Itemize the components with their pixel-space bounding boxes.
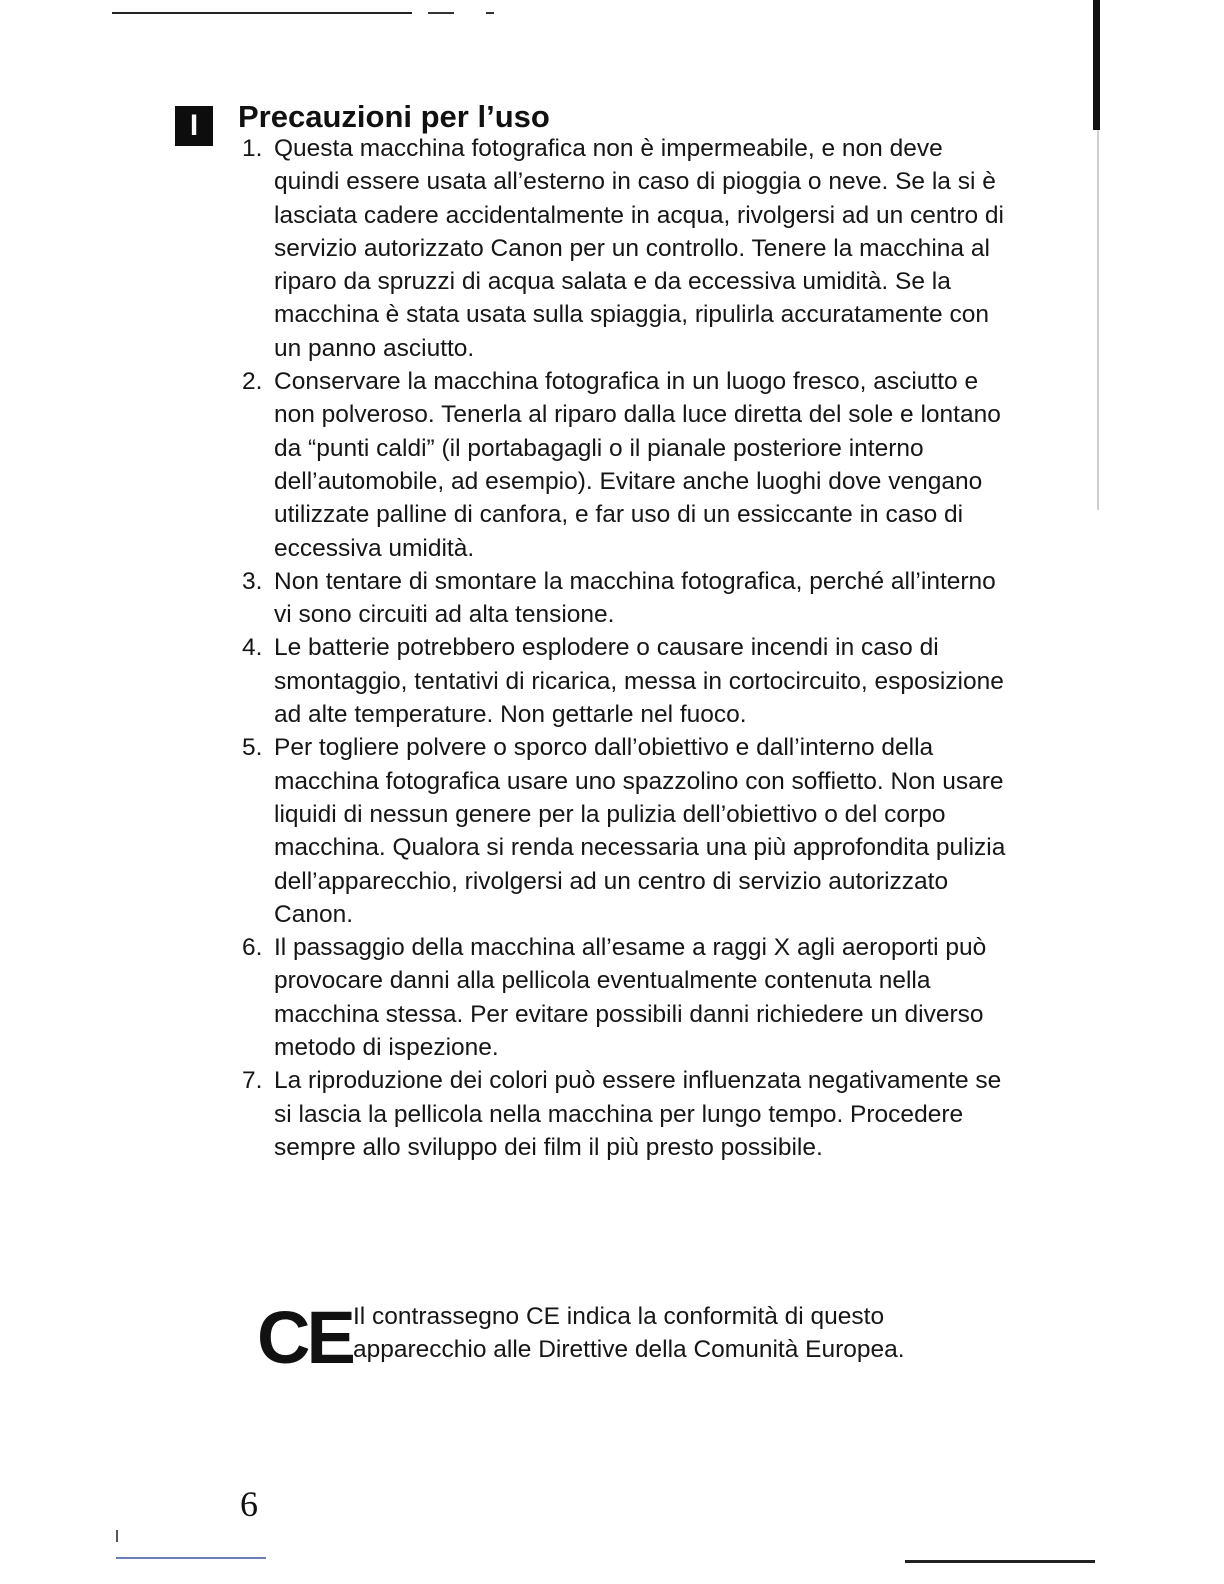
- scan-artifact-top-dash: [428, 12, 454, 14]
- scan-artifact-bottom-right-line: [905, 1560, 1095, 1563]
- precaution-text: Le batterie potrebbero esplodere o causare incendi in caso di smontaggio, tentativi di ricarica, messa in cortocircuito, esposizione ad alte temperature. Non gettarle nel fuoco.: [274, 634, 1004, 729]
- precaution-text: Il passaggio della macchina all’esame a raggi X agli aeroporti può provocare danni alla pellicola eventualmente contenuta nella macchina stessa. Per evitare possibili danni richiedere un diverso metodo di ispezione.: [274, 934, 987, 1062]
- precaution-item: [236, 365, 1006, 565]
- scan-artifact-top-line: [112, 12, 412, 14]
- section-marker: I: [175, 106, 213, 146]
- page-title: Precauzioni per l’uso: [238, 99, 550, 134]
- precaution-text: La riproduzione dei colori può essere influenzata negativamente se si lascia la pellicola nella macchina per lungo tempo. Procedere sempre allo sviluppo dei film il più presto possibile.: [274, 1067, 1002, 1161]
- precaution-number: 1.: [242, 135, 263, 162]
- precaution-text: Non tentare di smontare la macchina fotografica, perché all’interno vi sono circuiti ad alta tensione.: [274, 567, 996, 629]
- precaution-item: [236, 931, 1006, 1064]
- precaution-text: Conservare la macchina fotografica in un luogo fresco, asciutto e non polveroso. Tenerla al riparo dalla luce diretta del sole e lontano da “punti caldi” (il portabagagli o il pianale posteriore interno dell’automobile, ad esempio). Evitare anche luoghi dove vengano utilizzate palline di canfora, e far uso di un essiccante in caso di eccessiva umidità.: [274, 368, 1001, 562]
- precaution-number: 2.: [242, 368, 263, 396]
- precaution-number: 6.: [242, 934, 263, 962]
- precaution-item: [236, 132, 1006, 365]
- precaution-item: [236, 565, 1006, 632]
- scan-artifact-top-dash-small: [486, 12, 494, 14]
- precaution-number: 5.: [242, 734, 263, 762]
- precaution-text: Per togliere polvere o sporco dall’obiettivo e dall’interno della macchina fotografica usare uno spazzolino con soffietto. Non usare liquidi di nessun genere per la pulizia dell’obiettivo o del corpo macchina. Qualora si renda necessaria una più approfondita pulizia dell’apparecchio, rivolgersi ad un centro di servizio autorizzato Canon.: [274, 734, 1006, 928]
- precaution-text: Questa macchina fotografica non è impermeabile, e non deve quindi essere usata all’esterno in caso di pioggia o neve. Se la si è lasciata cadere accidentalmente in acqua, rivolgersi ad un centro di servizio autorizzato Canon per un controllo. Tenere la macchina al riparo da spruzzi di acqua salata e da eccessiva umidità. Se la macchina è stata usata sulla spiaggia, ripulirla accuratamente con un panno asciutto.: [274, 135, 1004, 362]
- precaution-item: [236, 631, 1006, 731]
- ce-notice-text: Il contrassegno CE indica la conformità di questo apparecchio alle Direttive della Comunità Europea.: [353, 1303, 905, 1363]
- scan-artifact-left-tick: [116, 1530, 118, 1542]
- precaution-number: 7.: [242, 1067, 263, 1095]
- precaution-item: [236, 731, 1006, 931]
- ce-mark-logo: CE: [257, 1296, 352, 1379]
- precaution-number: 3.: [242, 567, 263, 595]
- page-number: 6: [240, 1484, 258, 1524]
- precaution-item: [236, 1064, 1006, 1164]
- precaution-number: 4.: [242, 634, 263, 662]
- scan-artifact-right-edge-thin: [1097, 130, 1099, 510]
- precautions-list: [236, 132, 1006, 1164]
- ce-notice: [257, 1296, 1017, 1380]
- scan-artifact-bottom-left-line: [116, 1557, 266, 1559]
- scan-artifact-right-edge: [1093, 0, 1100, 130]
